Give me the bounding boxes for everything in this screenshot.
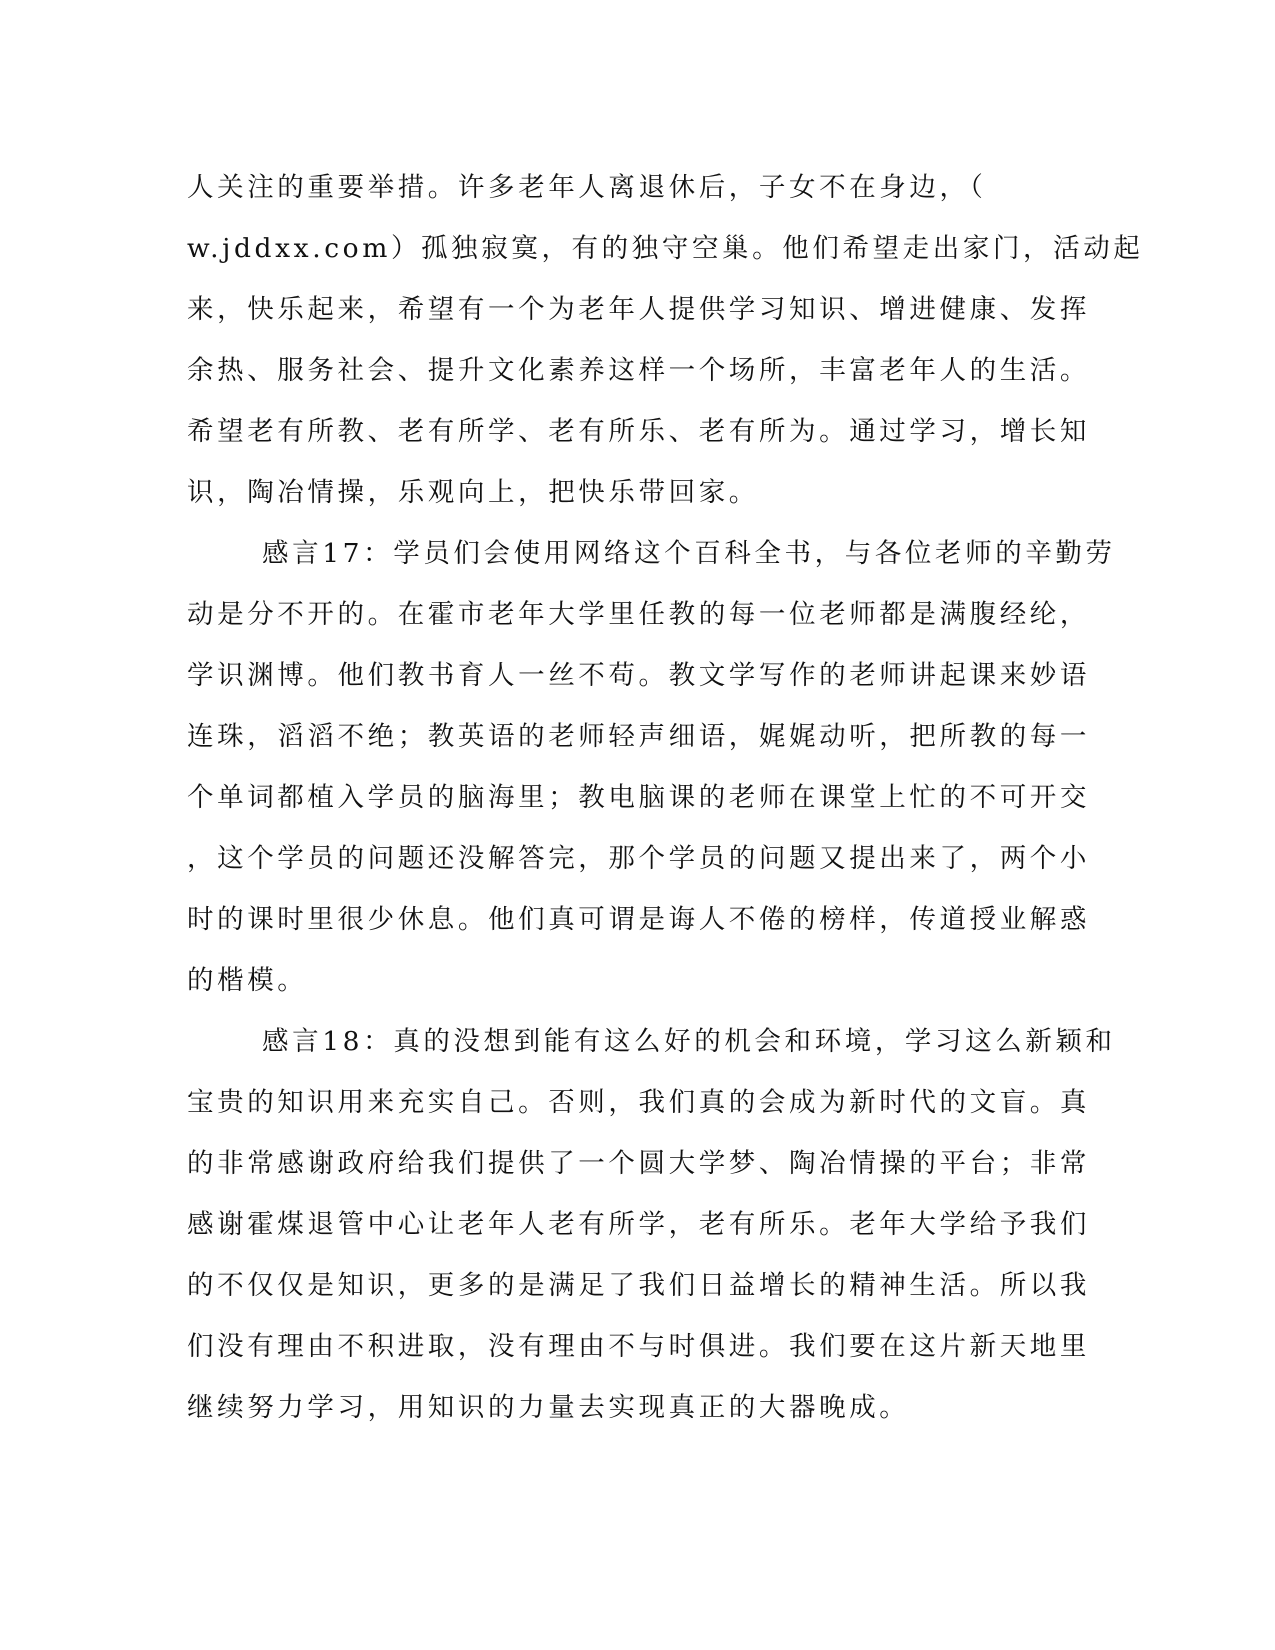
text-line: 的不仅仅是知识，更多的是满足了我们日益增长的精神生活。所以我 [187, 1270, 1090, 1301]
text-line: 人关注的重要举措。许多老年人离退休后，子女不在身边，（ [187, 172, 987, 203]
text-line: 的非常感谢政府给我们提供了一个圆大学梦、陶冶情操的平台；非常 [187, 1148, 1090, 1179]
paragraph-18-start: 感言18：真的没想到能有这么好的机会和环境，学习这么新颖和 [262, 1026, 1116, 1057]
text-line: 个单词都植入学员的脑海里；教电脑课的老师在课堂上忙的不可开交 [187, 782, 1090, 813]
text-line: 时的课时里很少休息。他们真可谓是诲人不倦的榜样，传道授业解惑 [187, 904, 1090, 935]
text-line: 来，快乐起来，希望有一个为老年人提供学习知识、增进健康、发挥 [187, 294, 1090, 325]
text-line: 学识渊博。他们教书育人一丝不苟。教文学写作的老师讲起课来妙语 [187, 660, 1090, 691]
paragraph-17-start: 感言17：学员们会使用网络这个百科全书，与各位老师的辛勤劳 [262, 538, 1116, 569]
text-line: 动是分不开的。在霍市老年大学里任教的每一位老师都是满腹经纶， [187, 599, 1090, 630]
text-line: 的楷模。 [187, 965, 308, 996]
text-line: 连珠，滔滔不绝；教英语的老师轻声细语，娓娓动听，把所教的每一 [187, 721, 1090, 752]
text-line: 们没有理由不积进取，没有理由不与时俱进。我们要在这片新天地里 [187, 1331, 1090, 1362]
text-line: 继续努力学习，用知识的力量去实现真正的大器晚成。 [187, 1392, 910, 1423]
text-line: 希望老有所教、老有所学、老有所乐、老有所为。通过学习，增长知 [187, 416, 1090, 447]
text-line: 余热、服务社会、提升文化素养这样一个场所，丰富老年人的生活。 [187, 355, 1090, 386]
text-line: ，这个学员的问题还没解答完，那个学员的问题又提出来了，两个小 [187, 843, 1090, 874]
text-line: w.jddxx.com）孤独寂寞，有的独守空巢。他们希望走出家门，活动起 [187, 233, 1144, 264]
text-line: 识，陶冶情操，乐观向上，把快乐带回家。 [187, 477, 759, 508]
text-line: 宝贵的知识用来充实自己。否则，我们真的会成为新时代的文盲。真 [187, 1087, 1090, 1118]
text-line: 感谢霍煤退管中心让老年人老有所学，老有所乐。老年大学给予我们 [187, 1209, 1090, 1240]
